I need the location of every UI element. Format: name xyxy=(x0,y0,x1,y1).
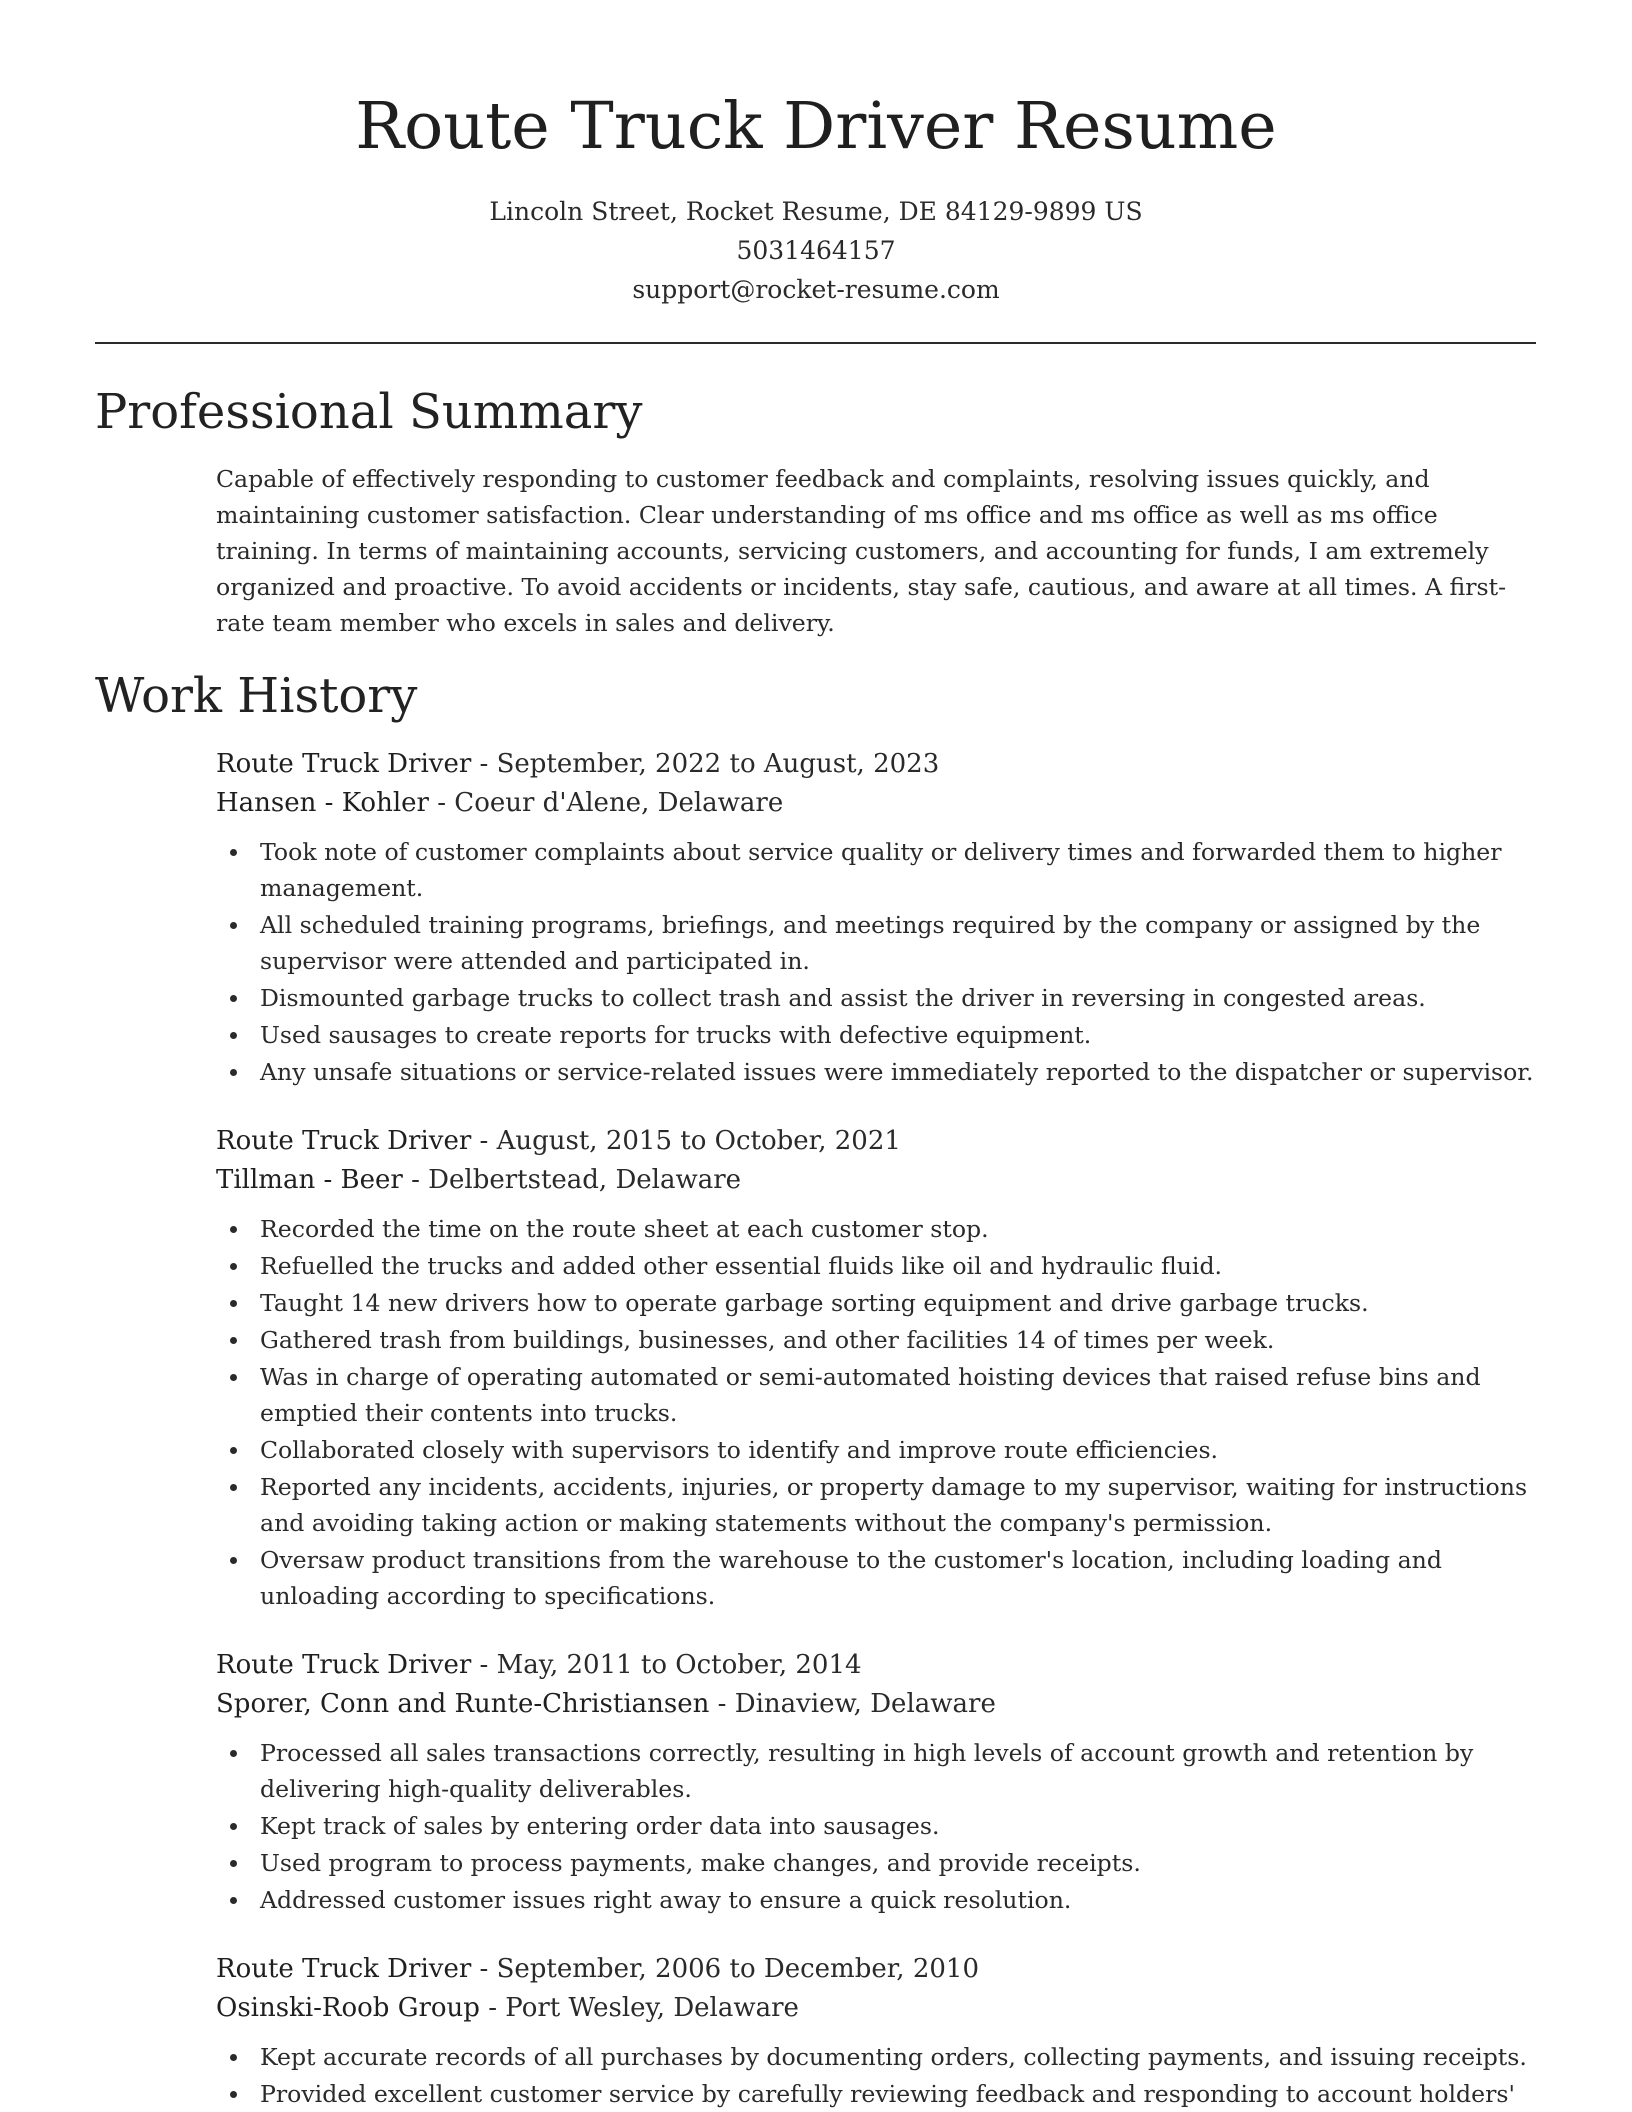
list-item xyxy=(216,1017,1534,1053)
bullet-icon xyxy=(230,1226,237,1233)
bullet-icon xyxy=(230,1374,237,1381)
bullet-text: Oversaw product transitions from the warehouse to the customer's location, including loading and unloading according to specifications. xyxy=(260,1546,1442,1610)
list-item xyxy=(216,834,1534,906)
bullet-text: Any unsafe situations or service-related issues were immediately reported to the dispatcher or supervisor. xyxy=(260,1058,1534,1086)
resume-header xyxy=(0,0,1632,309)
bullet-icon xyxy=(230,1300,237,1307)
job-dates: May, 2011 to October, 2014 xyxy=(496,1650,862,1680)
bullet-icon xyxy=(230,1032,237,1039)
bullet-text: Dismounted garbage trucks to collect trash and assist the driver in reversing in congested areas. xyxy=(260,984,1426,1012)
contact-address: Lincoln Street, Rocket Resume, DE 84129-9899 US xyxy=(489,197,1143,226)
list-item xyxy=(216,2076,1534,2112)
bullet-icon xyxy=(230,2091,237,2098)
list-item xyxy=(216,1359,1534,1431)
contact-info xyxy=(0,192,1632,309)
job-company-line xyxy=(216,1685,1534,1724)
job-company: Sporer, Conn and Runte-Christiansen xyxy=(216,1689,710,1719)
job-separator: - xyxy=(709,1689,735,1719)
bullet-icon xyxy=(230,1263,237,1270)
job-bullets xyxy=(216,2039,1534,2112)
job-entry xyxy=(216,1122,1534,1614)
job-company-line xyxy=(216,1161,1534,1200)
bullet-icon xyxy=(230,1069,237,1076)
job-dates: September, 2006 to December, 2010 xyxy=(496,1954,979,1984)
summary-text: Capable of effectively responding to customer feedback and complaints, resolving issues quickly, and maintaining customer satisfaction. Clear understanding of ms office and ms office as well as ms office training. In terms of maintaining accounts, servicing customers, and accounting for funds, I am extremely organized and proactive. To avoid accidents or incidents, stay safe, cautious, and aware at all times. A first-rate team member who excels in sales and delivery. xyxy=(216,465,1507,637)
job-separator: - xyxy=(471,749,497,779)
bullet-text: Processed all sales transactions correctly, resulting in high levels of account growth and retention by delivering high-quality deliverables. xyxy=(260,1739,1474,1803)
bullet-text: All scheduled training programs, briefings, and meetings required by the company or assigned by the supervisor were attended and participated in. xyxy=(260,911,1481,975)
list-item xyxy=(216,1248,1534,1284)
job-role: Route Truck Driver xyxy=(216,1126,472,1156)
job-role: Route Truck Driver xyxy=(216,749,472,779)
bullet-text: Kept accurate records of all purchases by documenting orders, collecting payments, and issuing receipts. xyxy=(260,2043,1527,2071)
contact-email: support@rocket-resume.com xyxy=(632,275,1000,304)
job-role: Route Truck Driver xyxy=(216,1954,472,1984)
bullet-icon xyxy=(230,1860,237,1867)
job-role: Route Truck Driver xyxy=(216,1650,472,1680)
bullet-icon xyxy=(230,995,237,1002)
job-location: Port Wesley, Delaware xyxy=(505,1993,799,2023)
summary-heading: Professional Summary xyxy=(95,384,643,440)
job-title-line xyxy=(216,1122,1534,1161)
job-separator: - xyxy=(428,788,455,818)
list-item xyxy=(216,1432,1534,1468)
bullet-icon xyxy=(230,1897,237,1904)
bullet-icon xyxy=(230,922,237,929)
job-bullets xyxy=(216,1735,1534,1918)
contact-phone: 5031464157 xyxy=(736,236,896,265)
bullet-text: Was in charge of operating automated or semi-automated hoisting devices that raised refuse bins and emptied their contents into trucks. xyxy=(260,1363,1481,1427)
bullet-icon xyxy=(230,1337,237,1344)
work-history-heading: Work History xyxy=(95,668,418,724)
job-bullets xyxy=(216,834,1534,1090)
bullet-icon xyxy=(230,1484,237,1491)
list-item xyxy=(216,1285,1534,1321)
bullet-icon xyxy=(230,1557,237,1564)
job-separator: - xyxy=(471,1954,497,1984)
list-item xyxy=(216,1054,1534,1090)
bullet-icon xyxy=(230,2054,237,2061)
bullet-text: Recorded the time on the route sheet at each customer stop. xyxy=(260,1215,989,1243)
list-item xyxy=(216,980,1534,1016)
bullet-text: Addressed customer issues right away to ensure a quick resolution. xyxy=(260,1886,1072,1914)
bullet-text: Gathered trash from buildings, businesses, and other facilities 14 of times per week. xyxy=(260,1326,1275,1354)
bullet-text: Used sausages to create reports for trucks with defective equipment. xyxy=(260,1021,1092,1049)
job-dates: September, 2022 to August, 2023 xyxy=(496,749,940,779)
header-divider xyxy=(95,342,1536,344)
bullet-text: Refuelled the trucks and added other essential fluids like oil and hydraulic fluid. xyxy=(260,1252,1223,1280)
job-entry xyxy=(216,745,1534,1090)
job-entry xyxy=(216,1950,1534,2112)
job-company: Tillman - Beer xyxy=(216,1165,403,1195)
bullet-icon xyxy=(230,1823,237,1830)
list-item xyxy=(216,2039,1534,2075)
bullet-text: Reported any incidents, accidents, injuries, or property damage to my supervisor, waiting for instructions and avoiding taking action or making statements without the company's permission. xyxy=(260,1473,1528,1537)
job-dates: August, 2015 to October, 2021 xyxy=(496,1126,901,1156)
list-item xyxy=(216,1211,1534,1247)
job-company: Hansen - Kohler xyxy=(216,788,429,818)
job-location: Delbertstead, Delaware xyxy=(428,1165,742,1195)
job-entry xyxy=(216,1646,1534,1918)
bullet-text: Took note of customer complaints about service quality or delivery times and forwarded them to higher management. xyxy=(260,838,1502,902)
job-separator: - xyxy=(471,1126,497,1156)
job-company-line xyxy=(216,1989,1534,2028)
job-separator: - xyxy=(402,1165,429,1195)
list-item xyxy=(216,1542,1534,1614)
list-item xyxy=(216,907,1534,979)
job-separator: - xyxy=(471,1650,497,1680)
list-item xyxy=(216,1845,1534,1881)
bullet-text: Provided excellent customer service by carefully reviewing feedback and responding to account holders' xyxy=(260,2080,1515,2108)
job-company-line xyxy=(216,784,1534,823)
list-item xyxy=(216,1735,1534,1807)
work-history-list xyxy=(216,745,1534,2112)
job-location: Dinaview, Delaware xyxy=(734,1689,996,1719)
bullet-text: Collaborated closely with supervisors to identify and improve route efficiencies. xyxy=(260,1436,1219,1464)
bullet-text: Kept track of sales by entering order data into sausages. xyxy=(260,1812,940,1840)
list-item xyxy=(216,1882,1534,1918)
job-title-line xyxy=(216,1646,1534,1685)
list-item xyxy=(216,1469,1534,1541)
list-item xyxy=(216,1322,1534,1358)
bullet-text: Used program to process payments, make changes, and provide receipts. xyxy=(260,1849,1141,1877)
list-item xyxy=(216,1808,1534,1844)
job-title-line xyxy=(216,745,1534,784)
job-bullets xyxy=(216,1211,1534,1614)
job-company: Osinski-Roob Group xyxy=(216,1993,480,2023)
bullet-icon xyxy=(230,1750,237,1757)
job-title-line xyxy=(216,1950,1534,1989)
job-location: Coeur d'Alene, Delaware xyxy=(454,788,784,818)
bullet-icon xyxy=(230,1447,237,1454)
bullet-text: Taught 14 new drivers how to operate garbage sorting equipment and drive garbage trucks. xyxy=(260,1289,1369,1317)
bullet-icon xyxy=(230,849,237,856)
job-separator: - xyxy=(479,1993,506,2023)
resume-title: Route Truck Driver Resume xyxy=(355,89,1277,164)
